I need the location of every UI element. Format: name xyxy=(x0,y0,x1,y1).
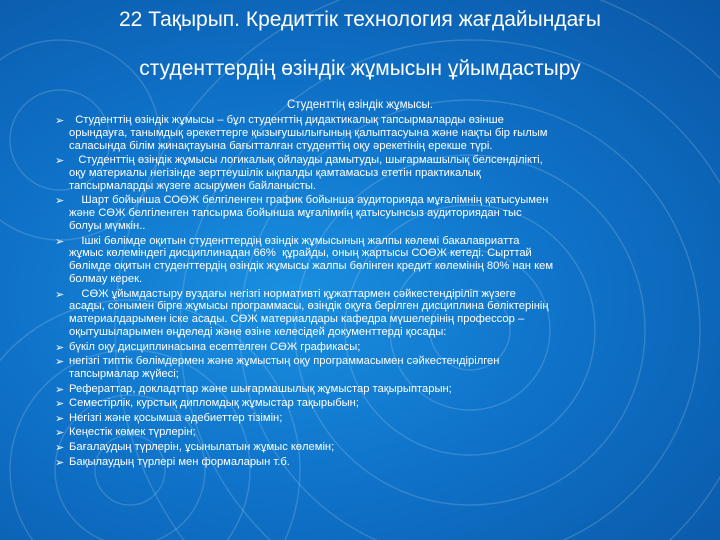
list-item-line: Шарт бойынша СОӨЖ белгіленген график бойынша аудиторияда мұғалімнің қатысуымен xyxy=(69,194,549,207)
list-item-text xyxy=(69,235,709,286)
list-item-line: СӨЖ ұйымдастыру вуздағы негізгі нормативті құжаттармен сәйкестендіріліп жүзеге xyxy=(69,287,516,300)
list-item-line: асады, сонымен бірге жұмысы программасы, өзіндік оқуға берілген дисциплина бөліктерінің xyxy=(69,300,549,313)
list-item-line: Рефераттар, докладттар және шығармашылық жұмыстар тақырыптарын; xyxy=(69,382,452,395)
list-item-line: негізгі типтік бөлімдермен және жұмыстың оқу программасымен сәйкестендірілген xyxy=(69,355,500,368)
list-item-line: Бағалаудың түрлерін, ұсынылатын жұмыс көлемін; xyxy=(69,441,335,453)
list-item-text xyxy=(69,383,709,396)
arrowhead-bullet-icon: ➢ xyxy=(55,455,65,469)
list-item-line: материалдарымен іске асады. СӨЖ материалдары кафедра мүшелерінің профессор – xyxy=(69,313,525,326)
list-item-line: болмау керек. xyxy=(69,272,143,285)
list-item-text xyxy=(69,426,709,439)
arrowhead-bullet-icon: ➢ xyxy=(55,397,65,411)
arrowhead-bullet-icon: ➢ xyxy=(55,382,65,396)
list-item-line: Ішкі бөлімде оқитын студенттердің өзіндік жұмысының жалпы көлемі бакалавриатта xyxy=(69,234,520,247)
arrowhead-bullet-icon: ➢ xyxy=(55,194,65,208)
list-item-line: Студенттің өзіндік жұмысы – бұл студенттің дидактикалық тапсырмаларды өзінше xyxy=(69,114,504,126)
list-item-text xyxy=(69,114,709,152)
list-item-text xyxy=(69,194,709,232)
list-item-line: Бақылаудың түрлері мен формаларын т.б. xyxy=(69,455,290,468)
list-item-text xyxy=(69,441,709,454)
list-item-text xyxy=(69,412,709,425)
arrowhead-bullet-icon: ➢ xyxy=(55,287,65,301)
arrowhead-bullet-icon: ➢ xyxy=(55,234,65,248)
list-item-line: бүкіл оқу дисциплинасына есептелген СӨЖ графикасы; xyxy=(69,340,361,353)
list-item-text xyxy=(69,397,709,410)
slide-title-line-1: 22 Тақырып. Кредиттік технология жағдайындағы xyxy=(119,8,601,31)
list-item-text xyxy=(69,154,709,192)
list-item-line: және СӨЖ белгіленген тапсырма бойынша мұғалімнің қатысуынсыз аудиториядан тыс xyxy=(69,207,522,220)
list-item-line: Кеңестік көмек түрлерін; xyxy=(69,426,196,439)
list-item-line: тапсырмалар жүйесі; xyxy=(69,367,179,380)
list-item-line: жұмыс көлеміндегі дисциплинадан 66% құрайды, оның жартысы СОӨЖ кетеді. Сырттай xyxy=(69,247,532,260)
section-heading: Студенттің өзіндік жұмысы. xyxy=(286,99,434,111)
list-item-line: бөлімде оқитын студенттердің өзіндік жұмысы жалпы бөлінген кредит көлемінің 80% нан кем xyxy=(69,260,554,273)
arrowhead-bullet-icon: ➢ xyxy=(55,411,65,425)
list-item-line: орындауға, танымдық әрекеттерге қызығушылығының қалыптасуына және нақты бір ғылым xyxy=(69,126,548,139)
list-item-text xyxy=(69,456,709,469)
list-item-text xyxy=(69,341,709,354)
arrowhead-bullet-icon: ➢ xyxy=(55,154,65,168)
list-item-line: саласында білім жинақтауына бағытталған студенттің оқу әрекетінің ерекше түрі. xyxy=(69,139,493,152)
arrowhead-bullet-icon: ➢ xyxy=(55,340,65,354)
list-item-line: Негізгі және қосымша әдебиеттер тізімін; xyxy=(69,411,283,424)
list-item-line: болуы мүмкін.. xyxy=(69,219,146,232)
list-item-line: тапсырмаларды жүзеге асырумен байланысты. xyxy=(69,179,316,192)
arrowhead-bullet-icon: ➢ xyxy=(55,114,65,127)
list-item-line: оқытушыларымен өңделеді және өзіне келесідей документтерді қосады: xyxy=(69,325,447,338)
list-item-line: Семестірлік, курстық дипломдық жұмыстар тақырыбын; xyxy=(69,397,359,410)
list-item-text xyxy=(69,288,709,339)
list-item-line: Студенттің өзіндік жұмысы логикалық ойлауды дамытуды, шығармашылық белсенділікті, xyxy=(69,154,543,167)
arrowhead-bullet-icon: ➢ xyxy=(55,426,65,440)
arrowhead-bullet-icon: ➢ xyxy=(55,355,65,369)
arrowhead-bullet-icon: ➢ xyxy=(55,441,65,454)
list-item-text xyxy=(69,355,709,381)
list-item-line: оқу материалы негізінде зерттеушілік ықпалды қамтамасыз ететін практикалық xyxy=(69,166,481,179)
slide-title-line-2: студенттердің өзіндік жұмысын ұйымдастыру xyxy=(139,57,581,80)
